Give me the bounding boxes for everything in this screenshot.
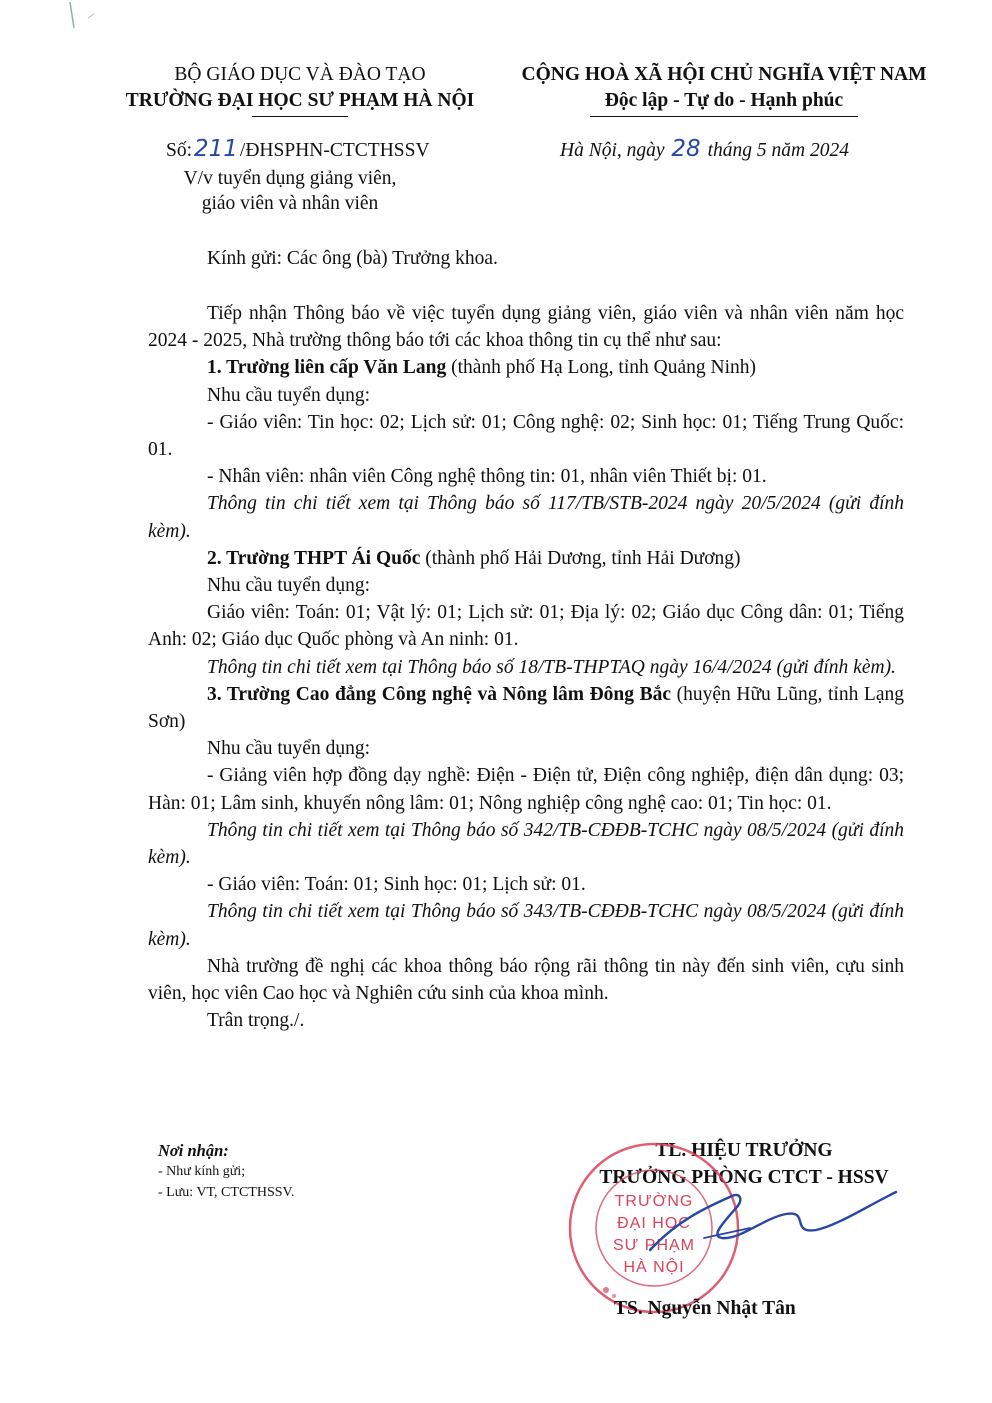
section-2-heading — [148, 545, 904, 572]
document-date — [560, 136, 849, 164]
seal-text: HÀ NỘI — [623, 1259, 685, 1276]
section-3-heading — [148, 681, 904, 735]
intro-paragraph: Tiếp nhận Thông báo về việc tuyển dụng giảng viên, giáo viên và nhân viên năm học 2024 - 2025, Nhà trường thông báo tới các khoa thông tin cụ thể như sau: — [148, 303, 904, 352]
section-1-need: Nhu cầu tuyển dụng: — [207, 384, 371, 406]
section-3-need: Nhu cầu tuyển dụng: — [207, 738, 371, 760]
ministry-name: BỘ GIÁO DỤC VÀ ĐÀO TẠO — [174, 64, 426, 85]
subject-line: giáo viên và nhân viên — [201, 193, 379, 214]
header-right-divider — [590, 116, 858, 117]
document-number — [166, 136, 430, 164]
section-1-teachers: - Giáo viên: Tin học: 02; Lịch sử: 01; Công nghệ: 02; Sinh học: 01; Tiếng Trung Quốc: 01. — [148, 411, 904, 461]
section-3-detail-2: Thông tin chi tiết xem tại Thông báo số 343/TB-CĐĐB-TCHC ngày 08/5/2024 (gửi đính kèm). — [148, 901, 904, 950]
section-3-title: 3. Trường Cao đẳng Công nghệ và Nông lâm Đông Bắc — [207, 683, 672, 705]
section-1-detail: Thông tin chi tiết xem tại Thông báo số 117/TB/STB-2024 ngày 20/5/2024 (gửi đính kèm). — [148, 493, 904, 542]
section-3-location: (huyện Hữu Lũng, tỉnh Lạng Sơn) — [148, 683, 904, 733]
header-left-divider — [252, 116, 348, 117]
subject-line: V/v tuyển dụng giảng viên, — [183, 168, 397, 189]
document-body — [148, 300, 904, 1034]
signature-position: TRƯỞNG PHÒNG CTCT - HSSV — [599, 1167, 889, 1188]
section-3-lecturers: - Giảng viên hợp đồng dạy nghề: Điện - Điện tử, Điện công nghiệp, điện dân dụng: 03; Hàn: 01; Lâm sinh, khuyến nông lâm: 01; Nông nghiệp công nghệ cao: 01; Tin học: 01. — [148, 765, 904, 814]
university-name: TRƯỜNG ĐẠI HỌC SƯ PHẠM HÀ NỘI — [125, 90, 475, 111]
document-number-suffix: /ĐHSPHN-CTCTHSSV — [239, 140, 430, 161]
recipients-item: - Như kính gửi; — [158, 1164, 246, 1179]
section-2-location: (thành phố Hải Dương, tỉnh Hải Dương) — [420, 547, 741, 569]
recipients-title: Nơi nhận: — [158, 1141, 229, 1160]
section-2-teachers: Giáo viên: Toán: 01; Vật lý: 01; Lịch sử: 01; Địa lý: 02; Giáo dục Công dân: 01; Tiếng Anh: 02; Giáo dục Quốc phòng và An ninh: 01. — [148, 602, 904, 651]
issuer-header — [110, 62, 490, 117]
document-number-prefix: Số: — [166, 140, 193, 161]
section-2-title: 2. Trường THPT Ái Quốc — [207, 547, 421, 569]
date-prefix: Hà Nội, ngày — [560, 140, 665, 161]
closing-regards: Trân trọng./. — [207, 1010, 305, 1032]
section-1-heading — [148, 354, 904, 381]
section-1-staff: - Nhân viên: nhân viên Công nghệ thông tin: 01, nhân viên Thiết bị: 01. — [207, 466, 767, 488]
national-header — [492, 62, 956, 117]
section-2-detail: Thông tin chi tiết xem tại Thông báo số 18/TB-THPTAQ ngày 16/4/2024 (gửi đính kèm). — [207, 656, 896, 678]
closing-paragraph: Nhà trường đề nghị các khoa thông báo rộng rãi thông tin này đến sinh viên, cựu sinh viên, học viên Cao học và Nghiên cứu sinh của khoa mình. — [148, 955, 904, 1005]
signer-name: TS. Nguyễn Nhật Tân — [614, 1298, 796, 1319]
nation-name: CỘNG HOÀ XÃ HỘI CHỦ NGHĨA VIỆT NAM — [521, 64, 927, 85]
scan-mark-icon — [60, 0, 120, 30]
section-1-location: (thành phố Hạ Long, tỉnh Quảng Ninh) — [446, 357, 757, 379]
section-2-need: Nhu cầu tuyển dụng: — [207, 575, 371, 597]
recipients-list — [158, 1140, 458, 1203]
recipients-item: - Lưu: VT, CTCTHSSV. — [158, 1185, 295, 1200]
document-subject — [150, 166, 430, 216]
handwritten-signature-icon — [640, 1178, 900, 1268]
salutation: Kính gửi: Các ông (bà) Trưởng khoa. — [207, 248, 498, 269]
document-number-value: 211 — [194, 136, 238, 162]
section-3-teachers: - Giáo viên: Toán: 01; Sinh học: 01; Lịch sử: 01. — [207, 874, 586, 896]
signature-authority: TL. HIỆU TRƯỞNG — [655, 1140, 833, 1161]
date-suffix: tháng 5 năm 2024 — [707, 140, 849, 161]
date-day: 28 — [671, 136, 701, 162]
section-3-detail-1: Thông tin chi tiết xem tại Thông báo số 342/TB-CĐĐB-TCHC ngày 08/5/2024 (gửi đính kèm). — [148, 819, 904, 869]
seal-text: ĐẠI HỌC — [617, 1215, 691, 1232]
seal-text: TRƯỜNG — [614, 1193, 694, 1210]
seal-text: SƯ PHẠM — [612, 1237, 696, 1254]
section-1-title: 1. Trường liên cấp Văn Lang — [207, 357, 447, 379]
national-motto: Độc lập - Tự do - Hạnh phúc — [604, 90, 844, 111]
